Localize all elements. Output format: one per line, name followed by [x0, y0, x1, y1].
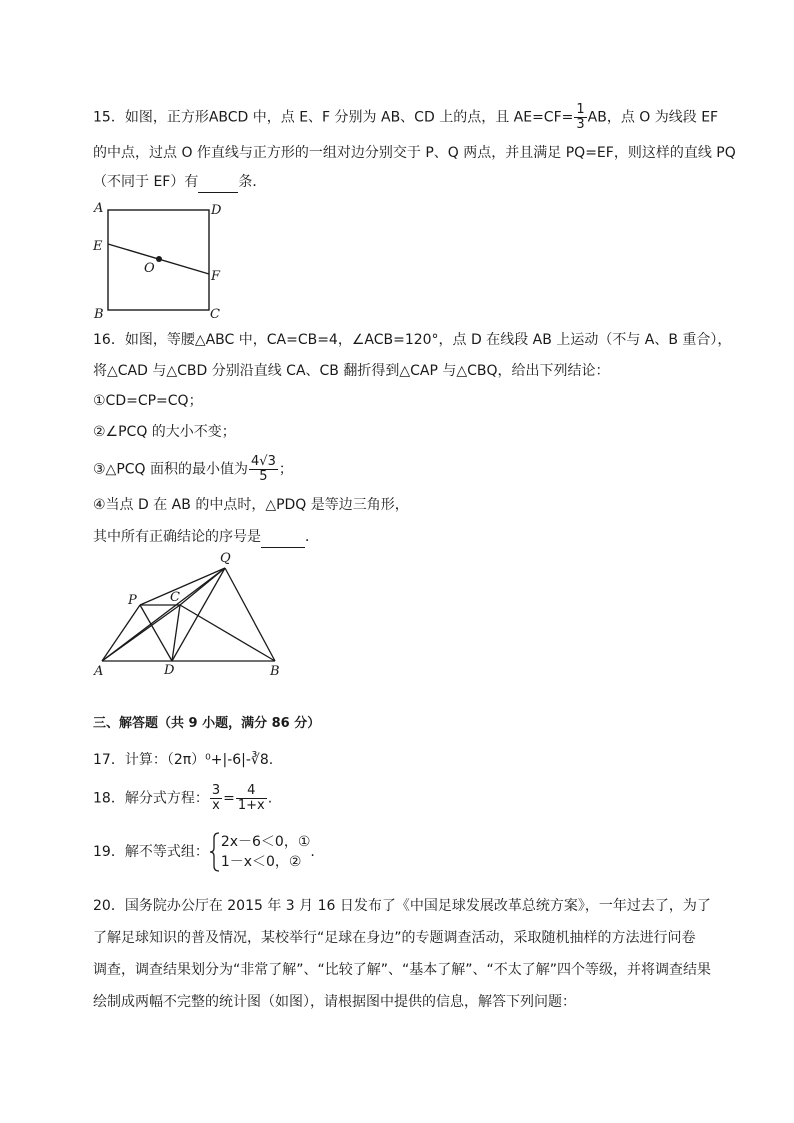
- q20-line-3: 调查，调查结果划分为“非常了解”、“比较了解”、“基本了解”、“不太了解”四个等级，并将调查结果: [93, 962, 712, 978]
- label-f: F: [211, 269, 221, 284]
- q20-line-4: 绘制成两幅不完整的统计图（如图），请根据图中提供的信息，解答下列问题：: [93, 994, 576, 1010]
- q16-line-2: 将△CAD 与△CBD 分别沿直线 CA、CB 翻折得到△CAP 与△CBQ，给出下列结论：: [93, 363, 610, 379]
- q17: 17．计算：（2π）⁰+|-6|-∛8.: [93, 752, 274, 768]
- q16-conclusion-2: ②∠PCQ 的大小不变；: [93, 424, 236, 440]
- q16-conclusion-3: ③△PCQ 面积的最小值为 $\frac{4√3}{5}$ ；: [93, 454, 293, 484]
- label-b: B: [94, 307, 104, 322]
- label-d: D: [211, 203, 222, 218]
- q20-line-2: 了解足球知识的普及情况，某校举行“足球在身边”的专题调查活动，采取随机抽样的方法进行问卷: [93, 930, 696, 946]
- q16-line-1: 16．如图，等腰△ABC 中，CA=CB=4，∠ACB=120°，点 D 在线段 AB 上运动（不与 A、B 重合），: [93, 332, 732, 348]
- q16-triangle-figure: [88, 548, 288, 680]
- segment-qb: [225, 568, 275, 661]
- segment-ap: [102, 605, 140, 661]
- fraction-one-third: $\frac{1}{3}$: [576, 102, 585, 132]
- section-heading: 三、解答题（共 9 小题，满分 86 分）: [93, 716, 321, 731]
- label-d: D: [164, 663, 175, 678]
- q15-line-3: （不同于 EF）有 条．: [93, 172, 266, 193]
- label-a: A: [94, 664, 104, 679]
- segment-ac: [102, 605, 180, 661]
- q15-line-1: 15．如图，正方形ABCD 中，点 E、F 分别为 AB、CD 上的点，且 AE=CF= $\frac{1}{3}$ AB，点 O 为线段 EF: [93, 102, 719, 132]
- q15-line-2: 的中点，过点 O 作直线与正方形的一组对边分别交于 P、Q 两点，并且满足 PQ=EF，则这样的直线 PQ: [93, 145, 736, 161]
- answer-blank: [261, 527, 305, 548]
- label-a: A: [94, 201, 104, 216]
- q15-square-figure: [88, 198, 228, 322]
- label-c: C: [210, 307, 220, 322]
- left-brace-icon: [209, 832, 221, 872]
- answer-blank: [198, 172, 238, 193]
- label-b: B: [270, 664, 280, 679]
- inequality-1: 2x－6＜0，①: [220, 834, 311, 850]
- point-o: [156, 256, 162, 262]
- inequality-system: [209, 832, 311, 872]
- label-p: P: [128, 593, 137, 608]
- label-e: E: [93, 239, 103, 254]
- q19: 19．解不等式组： 2x－6＜0，① 1－x＜0，② .: [93, 834, 315, 870]
- segment-cq: [180, 568, 225, 605]
- segment-dq: [172, 568, 225, 661]
- fraction-4-over-1-plus-x: $\frac{4}{1+x}$: [237, 783, 265, 813]
- q18: 18．解分式方程： $\frac{3}{x}$ = $\frac{4}{1+x}$ .: [93, 783, 273, 813]
- q20-line-1: 20．国务院办公厅在 2015 年 3 月 16 日发布了《中国足球发展改革总统方案》，一年过去了，为了: [93, 898, 711, 914]
- segment-dc: [172, 605, 180, 661]
- q16-conclusion-1: ①CD=CP=CQ；: [93, 393, 203, 409]
- label-c: C: [170, 590, 180, 605]
- q16-conclusion-4: ④当点 D 在 AB 的中点时，△PDQ 是等边三角形，: [93, 497, 409, 513]
- label-o: O: [144, 261, 155, 276]
- segment-cb: [180, 605, 275, 661]
- inequality-2: 1－x＜0，②: [220, 854, 302, 870]
- q16-ask: 其中所有正确结论的序号是 ．: [93, 527, 319, 548]
- fraction-min-area: $\frac{4√3}{5}$: [251, 454, 276, 484]
- label-q: Q: [220, 551, 231, 566]
- fraction-3-over-x: $\frac{3}{x}$: [211, 783, 221, 813]
